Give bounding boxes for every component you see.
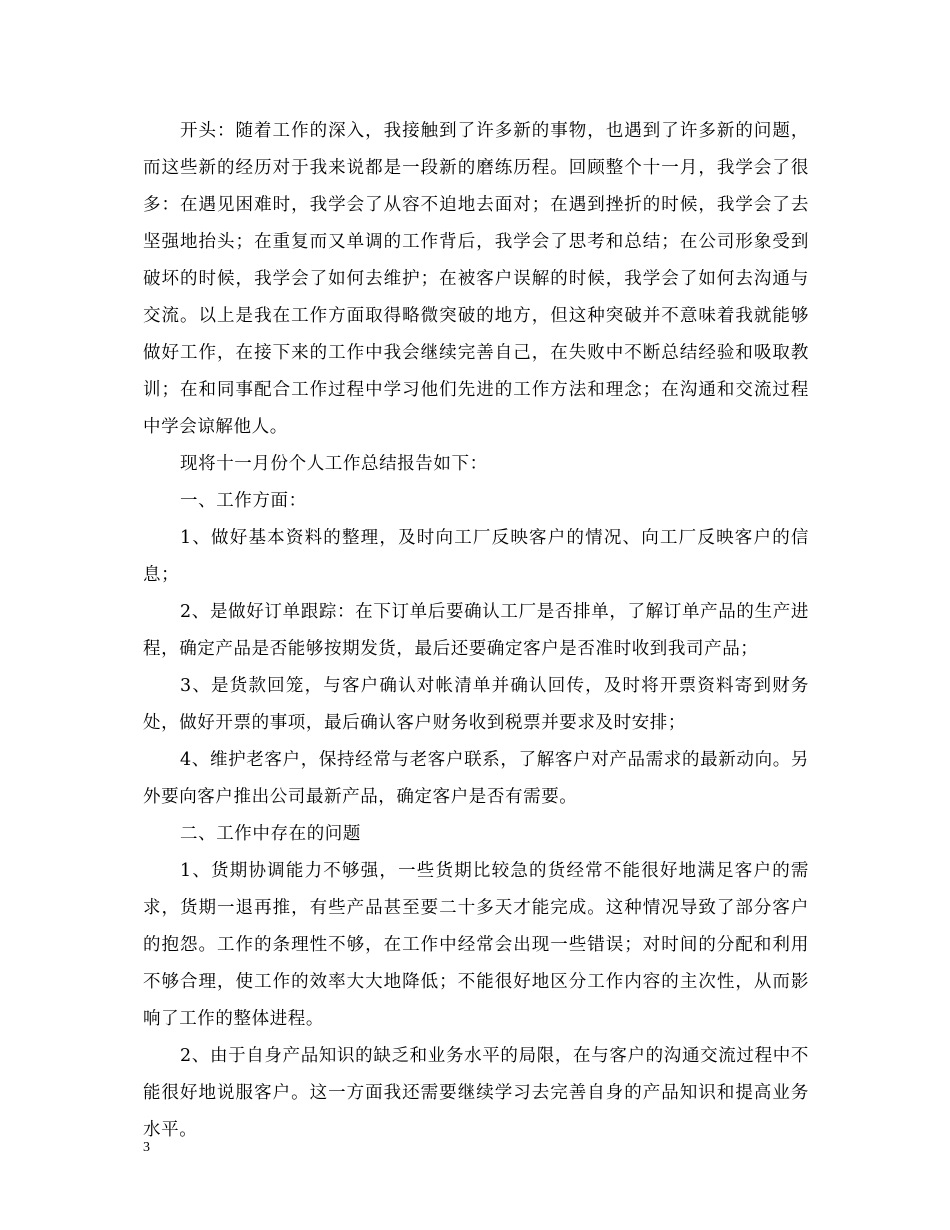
list-item-work-4: 4、维护老客户，保持经常与老客户联系，了解客户对产品需求的最新动向。另外要向客户推出公司最新产品，确定客户是否有需要。 [143, 750, 809, 807]
list-item-problem-1: 1、货期协调能力不够强，一些货期比较急的货经常不能很好地满足客户的需求，货期一退再推，有些产品甚至要二十多天才能完成。这种情况导致了部分客户的抱怨。工作的条理性不够，在工作中经常会出现一些错误；对时间的分配和利用不够合理，使工作的效率大大地降低；不能很好地区分工作内容的主次性，从而影响了工作的整体进程。 [143, 861, 809, 1029]
page-number: 3 [143, 1140, 150, 1155]
list-item-work-1: 1、做好基本资料的整理，及时向工厂反映客户的情况、向工厂反映客户的信息； [143, 528, 809, 585]
section-heading-problems: 二、工作中存在的问题 [180, 824, 361, 844]
paragraph-report-lead: 现将十一月份个人工作总结报告如下： [180, 454, 488, 474]
list-item-work-2: 2、是做好订单跟踪：在下订单后要确认工厂是否排单，了解订单产品的生产进程，确定产品是否能够按期发货，最后还要确定客户是否准时收到我司产品； [143, 602, 809, 659]
document-body [143, 113, 809, 1149]
paragraph-intro: 开头：随着工作的深入，我接触到了许多新的事物，也遇到了许多新的问题，而这些新的经历对于我来说都是一段新的磨练历程。回顾整个十一月，我学会了很多：在遇见困难时，我学会了从容不迫地去面对；在遇到挫折的时候，我学会了去坚强地抬头；在重复而又单调的工作背后，我学会了思考和总结；在公司形象受到破坏的时候，我学会了如何去维护；在被客户误解的时候，我学会了如何去沟通与交流。以上是我在工作方面取得略微突破的地方，但这种突破并不意味着我就能够做好工作，在接下来的工作中我会继续完善自己，在失败中不断总结经验和吸取教训；在和同事配合工作过程中学习他们先进的工作方法和理念；在沟通和交流过程中学会谅解他人。 [143, 121, 809, 437]
section-heading-work: 一、工作方面： [180, 491, 307, 511]
list-item-problem-2: 2、由于自身产品知识的缺乏和业务水平的局限，在与客户的沟通交流过程中不能很好地说服客户。这一方面我还需要继续学习去完善自身的产品知识和提高业务水平。 [143, 1046, 809, 1140]
list-item-work-3: 3、是货款回笼，与客户确认对帐清单并确认回传，及时将开票资料寄到财务处，做好开票的事项，最后确认客户财务收到税票并要求及时安排； [143, 676, 809, 733]
